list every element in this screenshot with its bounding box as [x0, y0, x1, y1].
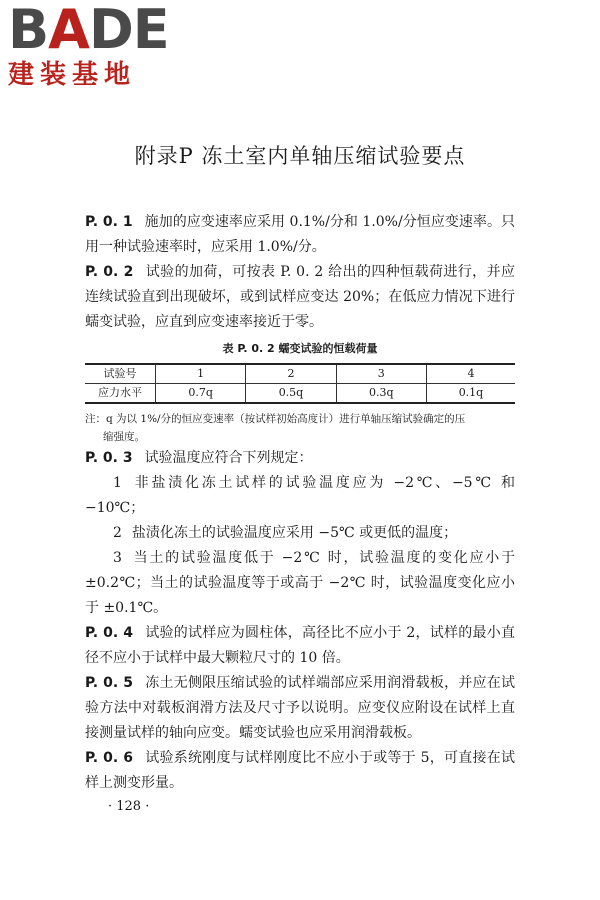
note-line: 缩强度。	[103, 431, 145, 443]
list-item	[85, 471, 515, 521]
table-cell: 2	[246, 364, 336, 384]
table-cell: 试验号	[85, 364, 156, 384]
clause-number: P. 0. 2	[85, 264, 134, 280]
clause-p01	[85, 210, 515, 260]
table-cell: 0.1q	[426, 384, 515, 404]
item-number: 1	[113, 475, 122, 491]
clause-number: P. 0. 5	[85, 675, 134, 691]
creep-load-table	[85, 363, 515, 404]
table-cell: 4	[426, 364, 515, 384]
item-text: 盐渍化冻土的试验温度应采用 −5℃ 或更低的温度；	[131, 525, 458, 541]
document-body	[85, 210, 515, 796]
clause-p03	[85, 446, 515, 471]
list-item	[85, 521, 515, 546]
table-row	[85, 384, 515, 404]
note-line: 注：q 为以 1%/分的恒应变速率（按试样初始高度计）进行单轴压缩试验确定的压	[85, 413, 466, 425]
clause-text: 试验的加荷，可按表 P. 0. 2 给出的四种恒载荷进行，并应连续试验直到出现破坏，或到试样应变达 20%；在低应力情况下进行蠕变试验，应直到应变速率接近于零。	[85, 264, 515, 330]
item-text: 当土的试验温度低于 −2℃ 时，试验温度的变化应小于 ±0.2℃；当土的试验温度等于或高于 −2℃ 时，试验温度变化应小于 ±0.1℃。	[85, 550, 515, 616]
clause-p05	[85, 671, 515, 746]
table-cell: 0.7q	[156, 384, 246, 404]
item-number: 3	[113, 550, 122, 566]
clause-text: 试验温度应符合下列规定：	[144, 450, 313, 466]
table-cell: 0.3q	[336, 384, 426, 404]
clause-number: P. 0. 1	[85, 214, 133, 230]
logo-subtitle: 建装基地	[8, 60, 137, 90]
clause-text: 试验的试样应为圆柱体，高径比不应小于 2，试样的最小直径不应小于试样中最大颗粒尺寸的 10 倍。	[85, 625, 515, 666]
bade-logo	[8, 2, 198, 90]
clause-p02	[85, 260, 515, 335]
clause-number: P. 0. 3	[85, 450, 133, 466]
appendix-title: 附录P 冻土室内单轴压缩试验要点	[134, 144, 466, 168]
table-cell: 0.5q	[246, 384, 336, 404]
table-cell: 1	[156, 364, 246, 384]
table-title: 表 P. 0. 2 蠕变试验的恒载荷量	[222, 342, 378, 355]
page-number: · 128 ·	[108, 799, 150, 814]
table-cell: 3	[336, 364, 426, 384]
item-number: 2	[113, 525, 122, 541]
clause-p06	[85, 746, 515, 796]
logo-wordmark: BADE	[8, 0, 169, 61]
item-text: 非盐渍化冻土试样的试验温度应为 −2℃、−5℃ 和 −10℃；	[85, 475, 515, 516]
table-note	[85, 410, 515, 446]
clause-text: 试验系统刚度与试样刚度比不应小于或等于 5，可直接在试样上测变形量。	[85, 750, 515, 791]
clause-number: P. 0. 6	[85, 750, 134, 766]
clause-number: P. 0. 4	[85, 625, 134, 641]
clause-text: 冻土无侧限压缩试验的试样端部应采用润滑载板，并应在试验方法中对载板润滑方法及尺寸予以说明。应变仪应附设在试样上直接测量试样的轴向应变。蠕变试验也应采用润滑载板。	[85, 675, 516, 741]
table-row	[85, 364, 515, 384]
clause-p04	[85, 621, 515, 671]
list-item	[85, 546, 515, 621]
table-cell: 应力水平	[85, 384, 156, 404]
clause-text: 施加的应变速率应采用 0.1%/分和 1.0%/分恒应变速率。只用一种试验速率时，应采用 1.0%/分。	[85, 214, 516, 255]
